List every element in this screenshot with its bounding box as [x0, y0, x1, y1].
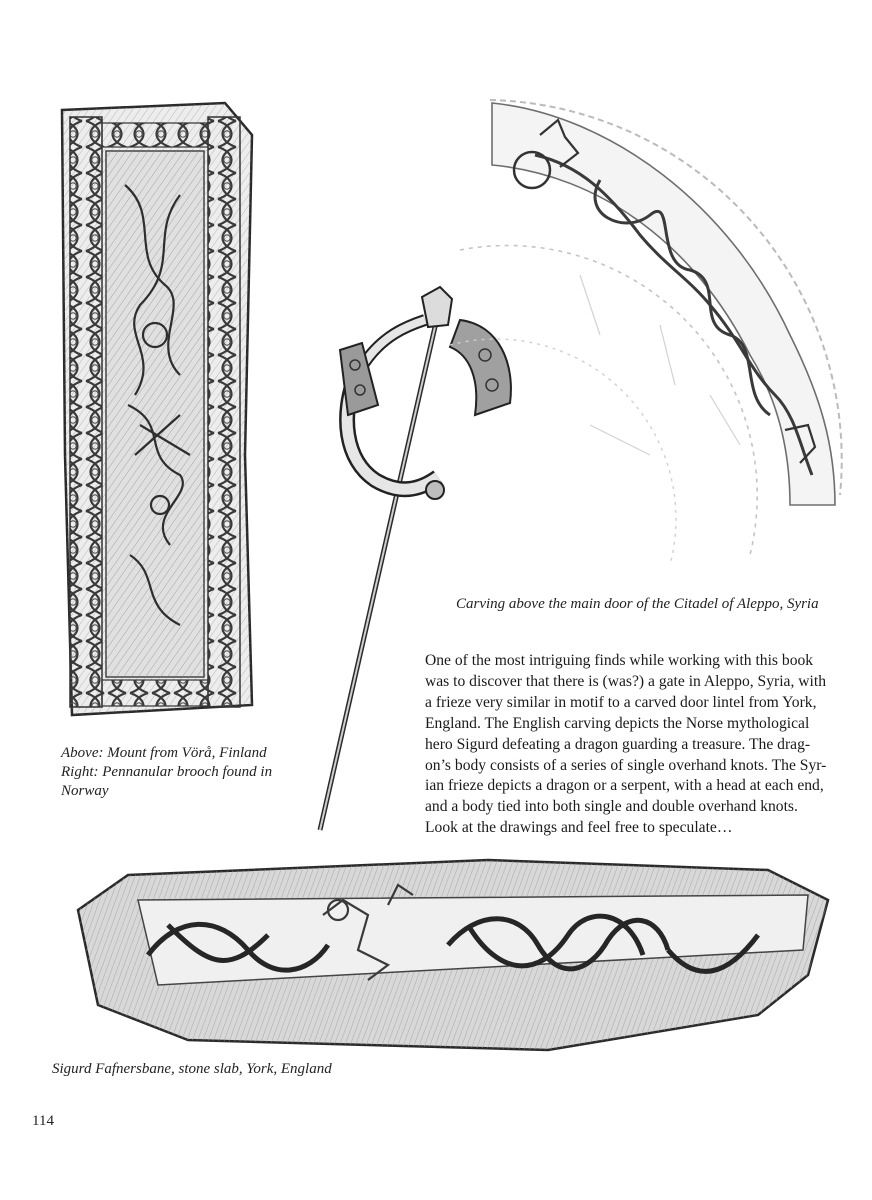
body-line: on’s body consists of a series of single overhand knots. The Syr- — [425, 756, 827, 774]
mount-caption — [61, 744, 272, 801]
body-line: England. The English carving depicts the Norse mythological — [425, 714, 810, 732]
page-number: 114 — [32, 1113, 54, 1129]
york-caption-text: Sigurd Fafnersbane, stone slab, York, England — [52, 1061, 332, 1077]
york-slab-illustration — [68, 855, 858, 1060]
aleppo-caption — [456, 595, 819, 614]
body-line: ian frieze depicts a dragon or a serpent, with a head at each end, — [425, 777, 824, 795]
aleppo-caption-text: Carving above the main door of the Citadel of Aleppo, Syria — [456, 596, 819, 612]
body-line: One of the most intriguing finds while working with this book — [425, 652, 814, 669]
aleppo-carving-illustration — [440, 95, 855, 585]
mount-caption-line: Above: Mount from Vörå, Finland — [61, 745, 267, 761]
brooch-caption-line-cont: Norway — [61, 783, 109, 799]
body-line: Look at the drawings and feel free to speculate… — [425, 819, 733, 837]
body-line: hero Sigurd defeating a dragon guarding a treasure. The drag- — [425, 735, 811, 753]
brooch-caption-line: Right: Pennanular brooch found in — [61, 764, 273, 780]
mount-illustration — [40, 95, 265, 730]
body-line: and a body tied into both single and double overhand knots. — [425, 798, 798, 816]
body-line: a frieze very similar in motif to a carved door lintel from York, — [425, 693, 817, 711]
body-line: was to discover that there is (was?) a gate in Aleppo, Syria, with — [425, 672, 826, 690]
body-paragraph — [425, 651, 835, 839]
york-caption — [52, 1060, 332, 1079]
